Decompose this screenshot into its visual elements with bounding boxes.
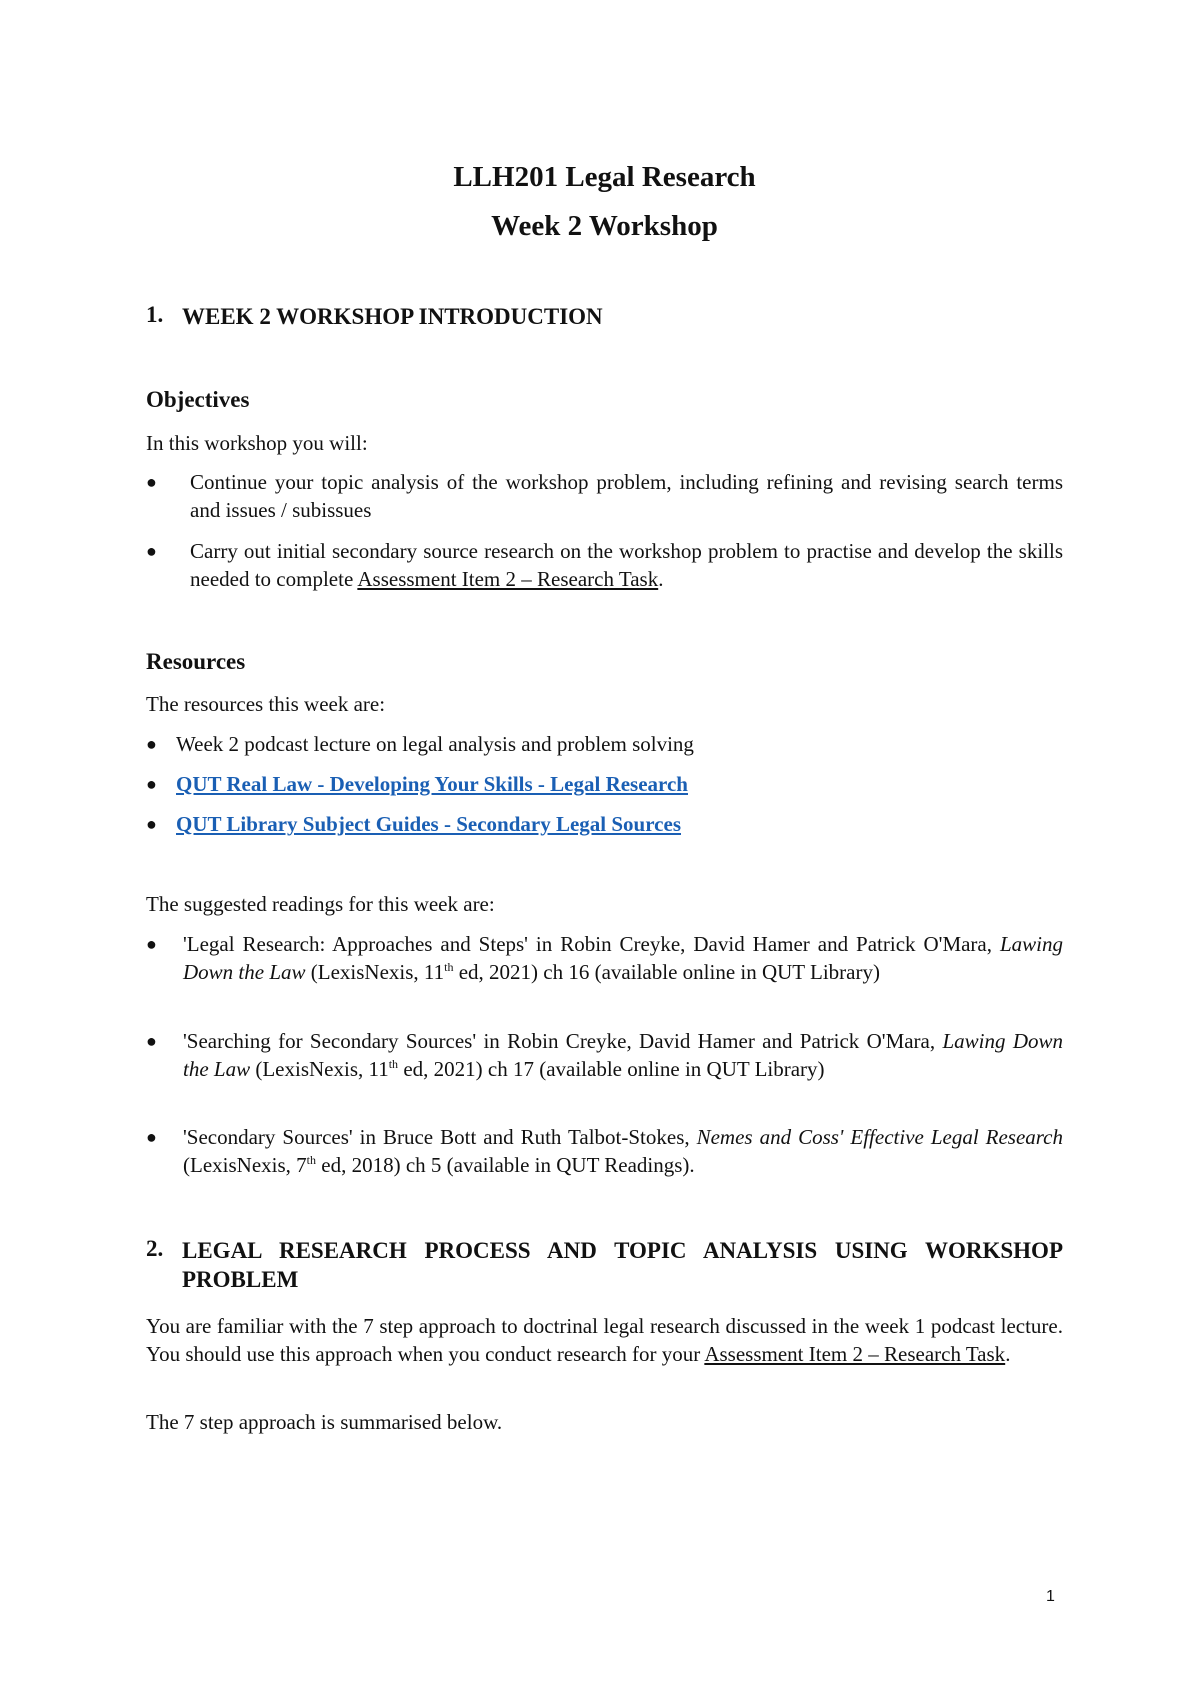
bullet-icon: ●: [146, 734, 157, 754]
readings-intro: The suggested readings for this week are:: [146, 892, 495, 916]
list-item: [146, 770, 1063, 798]
bullet-icon: ●: [146, 1127, 157, 1147]
objectives-intro: In this workshop you will:: [146, 431, 368, 455]
bullet-icon: ●: [146, 541, 157, 561]
section-2-paragraph-2: The 7 step approach is summarised below.: [146, 1410, 503, 1434]
library-guides-link[interactable]: QUT Library Subject Guides - Secondary Legal Sources: [176, 812, 681, 836]
bullet-icon: ●: [146, 934, 157, 954]
document-subtitle: Week 2 Workshop: [491, 210, 718, 242]
bullet-icon: ●: [146, 1031, 157, 1051]
section-1-title: WEEK 2 WORKSHOP INTRODUCTION: [182, 304, 603, 329]
reading-2-text: 'Searching for Secondary Sources' in Robin Creyke, David Hamer and Patrick O'Mara, Lawing Down the Law (LexisNexis, 11th ed, 2021) ch 17 (available online in QUT Library): [183, 1029, 1063, 1081]
bullet-icon: ●: [146, 774, 157, 794]
list-item: [146, 810, 1063, 838]
bullet-icon: ●: [146, 472, 157, 492]
list-item: [146, 537, 1063, 593]
reading-3-text: 'Secondary Sources' in Bruce Bott and Ruth Talbot-Stokes, Nemes and Coss' Effective Legal Research (LexisNexis, 7th ed, 2018) ch 5 (available in QUT Readings).: [183, 1125, 1063, 1177]
real-law-link[interactable]: QUT Real Law - Developing Your Skills - Legal Research: [176, 772, 688, 796]
objective-1-text: Continue your topic analysis of the workshop problem, including refining and revising search terms and issues / subissues: [190, 470, 1063, 522]
resources-intro: The resources this week are:: [146, 692, 386, 716]
resources-heading: Resources: [146, 649, 246, 674]
list-item: [146, 930, 1063, 986]
bullet-icon: ●: [146, 814, 157, 834]
page-number: 1: [1046, 1588, 1055, 1605]
assessment-item-link[interactable]: Assessment Item 2 – Research Task: [357, 567, 659, 591]
list-item: [146, 1123, 1063, 1179]
section-2-number: 2.: [146, 1236, 164, 1261]
section-1-heading: [146, 302, 1063, 328]
objective-2-text: Carry out initial secondary source research on the workshop problem to practise and develop the skills needed to complete Assessment Item 2 – Research Task.: [190, 539, 1063, 591]
section-2-heading: [146, 1236, 1063, 1296]
resource-1-text: Week 2 podcast lecture on legal analysis and problem solving: [176, 732, 694, 756]
objectives-heading: Objectives: [146, 387, 250, 412]
section-1-number: 1.: [146, 302, 164, 327]
list-item: [146, 1027, 1063, 1083]
list-item: [146, 730, 1063, 758]
assessment-item-link[interactable]: Assessment Item 2 – Research Task: [704, 1342, 1006, 1366]
document-title: LLH201 Legal Research: [453, 161, 756, 193]
section-2-title: LEGAL RESEARCH PROCESS AND TOPIC ANALYSIS USING WORKSHOP PROBLEM: [182, 1238, 1063, 1292]
reading-1-text: 'Legal Research: Approaches and Steps' in Robin Creyke, David Hamer and Patrick O'Mara, Lawing Down the Law (LexisNexis, 11th ed, 2021) ch 16 (available online in QUT Library): [183, 932, 1063, 984]
section-2-paragraph-1: You are familiar with the 7 step approach to doctrinal legal research discussed in the week 1 podcast lecture. You should use this approach when you conduct research for your Assessment Item 2 – Research Task.: [146, 1314, 1063, 1366]
list-item: [146, 468, 1063, 524]
